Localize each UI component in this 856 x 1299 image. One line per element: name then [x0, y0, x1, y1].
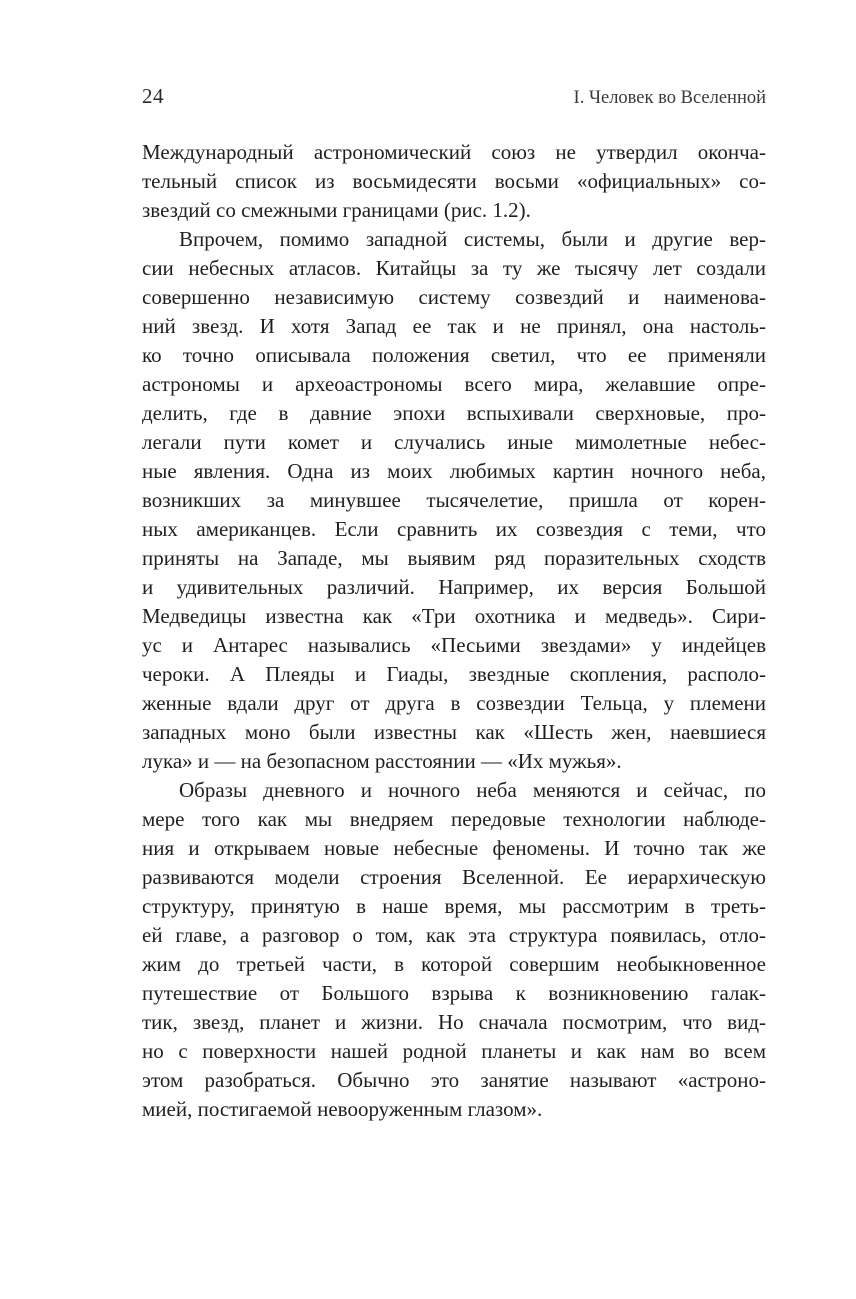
text-line: ний звезд. И хотя Запад ее так и не принял, она настоль- [142, 314, 766, 338]
text-line: звездий со смежными границами (рис. 1.2). [142, 198, 531, 222]
text-line: мией, постигаемой невооруженным глазом». [142, 1097, 543, 1121]
text-line: совершенно независимую систему созвездий и наименова- [142, 285, 766, 309]
text-line: структуру, принятую в наше время, мы рассмотрим в треть- [142, 894, 766, 918]
text-line: Международный астрономический союз не утвердил оконча- [142, 140, 766, 164]
page-number: 24 [142, 84, 164, 108]
text-line: приняты на Западе, мы выявим ряд поразительных сходств [142, 546, 766, 570]
text-line: делить, где в давние эпохи вспыхивали сверхновые, про- [142, 401, 766, 425]
text-line: сии небесных атласов. Китайцы за ту же тысячу лет создали [142, 256, 766, 280]
text-line: жим до третьей части, в которой совершим необыкновенное [142, 952, 766, 976]
text-line: лука» и — на безопасном расстоянии — «Их мужья». [142, 749, 622, 773]
text-line: тик, звезд, планет и жизни. Но сначала посмотрим, что вид- [142, 1010, 766, 1034]
text-line: тельный список из восьмидесяти восьми «официальных» со- [142, 169, 766, 193]
text-line: мере того как мы внедряем передовые технологии наблюде- [142, 807, 766, 831]
text-line: и удивительных различий. Например, их версия Большой [142, 575, 766, 599]
text-line: путешествие от Большого взрыва к возникновению галак- [142, 981, 766, 1005]
text-line: чероки. А Плеяды и Гиады, звездные скопления, располо- [142, 662, 766, 686]
paragraph [142, 776, 766, 1124]
text-line: западных моно были известны как «Шесть жен, наевшиеся [142, 720, 766, 744]
text-line: ных американцев. Если сравнить их созвездия с теми, что [142, 517, 766, 541]
text-line: но с поверхности нашей родной планеты и как нам во всем [142, 1039, 766, 1063]
text-line: развиваются модели строения Вселенной. Ее иерархическую [142, 865, 766, 889]
text-line: астрономы и археоастрономы всего мира, желавшие опре- [142, 372, 766, 396]
text-line: женные вдали друг от друга в созвездии Тельца, у племени [142, 691, 766, 715]
text-line: ния и открываем новые небесные феномены. И точно так же [142, 836, 766, 860]
body-text [142, 138, 766, 1124]
running-head-title: I. Человек во Вселенной [573, 88, 766, 108]
text-line: Впрочем, помимо западной системы, были и другие вер- [179, 227, 766, 251]
text-line: ко точно описывала положения светил, что ее применяли [142, 343, 766, 367]
text-line: ус и Антарес назывались «Песьими звездами» у индейцев [142, 633, 766, 657]
text-line: этом разобраться. Обычно это занятие называют «астроно- [142, 1068, 766, 1092]
text-line: ей главе, а разговор о том, как эта структура появилась, отло- [142, 923, 766, 947]
text-line: ные явления. Одна из моих любимых картин ночного неба, [142, 459, 766, 483]
text-line: Медведицы известна как «Три охотника и медведь». Сири- [142, 604, 766, 628]
text-line: легали пути комет и случались иные мимолетные небес- [142, 430, 766, 454]
text-line: возникших за минувшее тысячелетие, пришла от корен- [142, 488, 766, 512]
paragraph [142, 225, 766, 776]
paragraph [142, 138, 766, 225]
running-header [142, 84, 766, 109]
text-line: Образы дневного и ночного неба меняются и сейчас, по [179, 778, 766, 802]
